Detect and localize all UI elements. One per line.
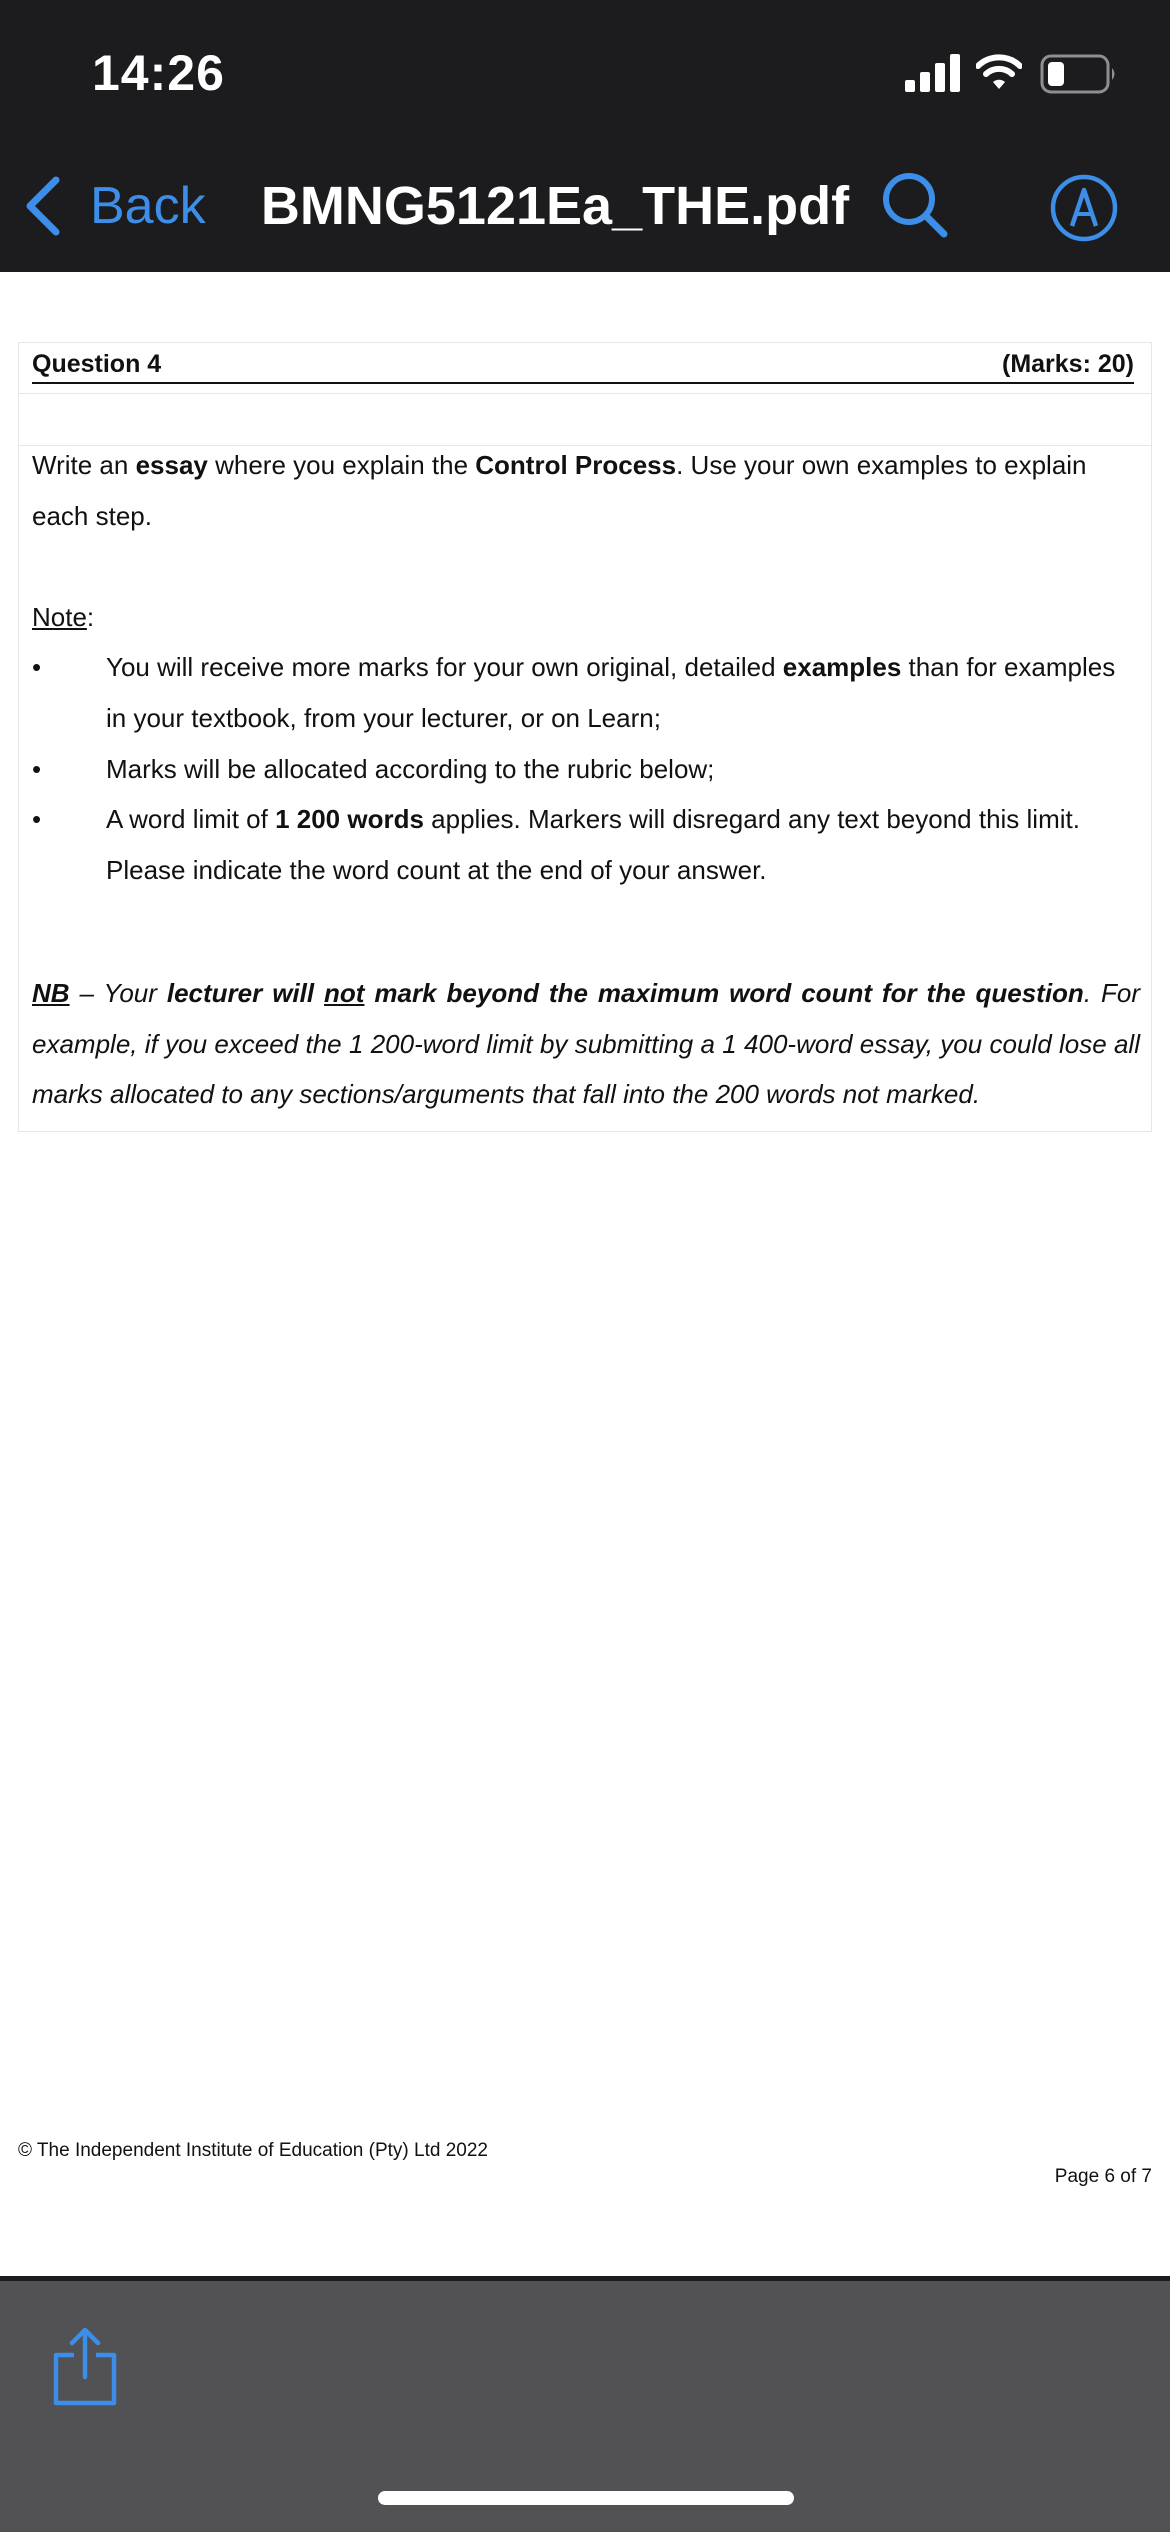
bullet-icon: • <box>32 804 42 834</box>
status-time: 14:26 <box>92 45 225 101</box>
table-divider <box>19 393 1151 394</box>
wifi-icon <box>976 52 1022 92</box>
search-icon[interactable] <box>880 170 950 240</box>
back-button[interactable] <box>24 174 206 238</box>
home-indicator[interactable] <box>378 2491 794 2505</box>
bullet-icon: • <box>32 754 42 784</box>
markup-pen-icon[interactable] <box>1050 174 1118 242</box>
question-header <box>32 346 1134 384</box>
question-instruction: Write an essay where you explain the Control Process. Use your own examples to explain each step. <box>32 450 1087 531</box>
chevron-left-icon <box>24 176 62 236</box>
navigation-bar <box>0 140 1170 272</box>
bullet-icon: • <box>32 652 42 682</box>
question-marks: (Marks: 20) <box>1002 350 1134 378</box>
bottom-toolbar <box>0 2276 1170 2532</box>
question-title: Question 4 <box>32 350 162 378</box>
back-label: Back <box>90 177 206 235</box>
document-title: BMNG5121Ea_THE.pdf <box>260 176 850 236</box>
pdf-page[interactable]: Question 4 (Marks: 20) Write an essay where you explain the Control Process. Use your own examples to explain each step. Note: • You will receive more marks for your own original, detailed examples than for examples in your textbook, from your lecturer, or on Learn; • Marks will be allocated according to the rubric below; • A word limit of 1 200 words applies. Markers will disregard any text beyond this limit. Please indicate the word count at the end of your answer. NB – Your lecturer will not mark beyond the maximum word count for the question. For example, if you exceed the 1 200-word limit by submitting a 1 400-word essay, you could lose all marks allocated to any sections/arguments that fall into the 200 words not marked. © The Independent Institute of Education (Pty) Ltd 2022 Page 6 of 7 <box>0 272 1170 2276</box>
page-indicator: Page 6 of 7 <box>1054 2166 1152 2187</box>
status-bar <box>0 0 1170 140</box>
note-heading: Note: <box>32 602 95 632</box>
nb-warning: NB – Your lecturer will not mark beyond the maximum word count for the question. For example, if you exceed the 1 200-word limit by submitting a 1 400-word essay, you could lose all marks allocated to any sections/arguments that fall into the 200 words not marked. <box>32 978 1140 1109</box>
footer-copyright: © The Independent Institute of Education (Pty) Ltd 2022 <box>18 2140 488 2161</box>
cellular-signal-icon <box>905 54 961 92</box>
share-icon[interactable] <box>50 2325 120 2409</box>
battery-icon <box>1040 54 1118 94</box>
